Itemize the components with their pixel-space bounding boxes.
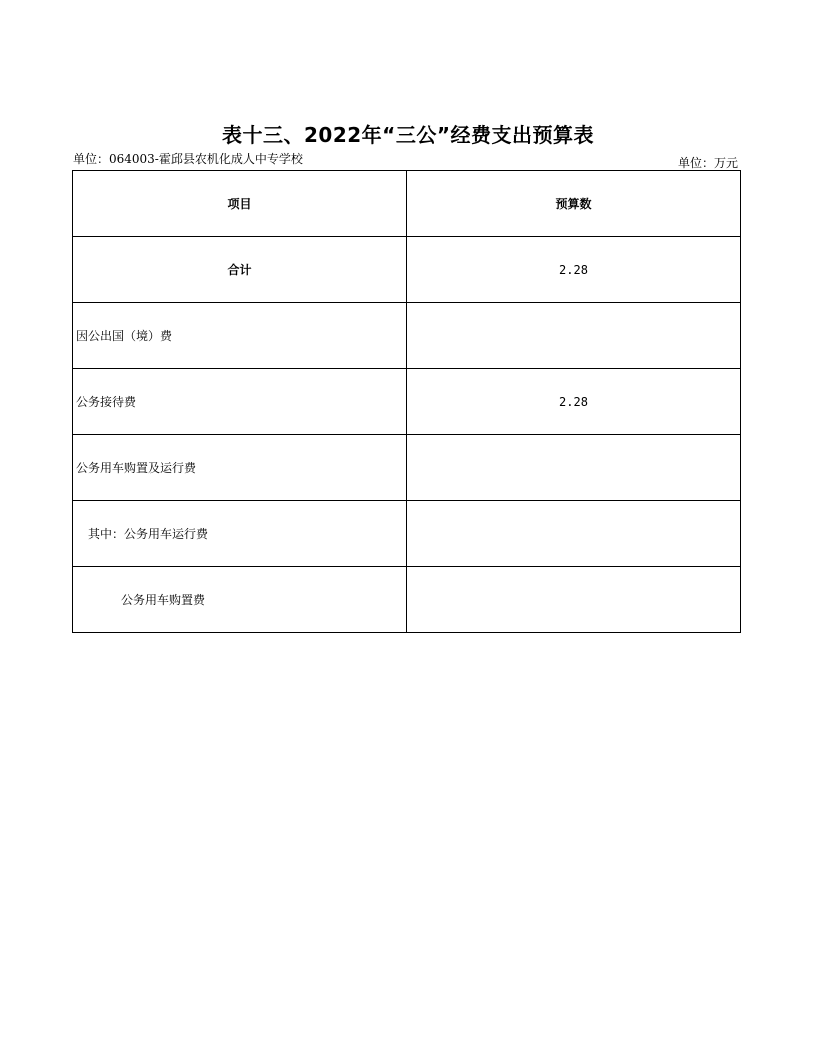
row-value-vehicle-purchase — [407, 567, 741, 633]
row-value-total: 2.28 — [407, 237, 741, 303]
row-item-vehicle-operation: 其中：公务用车运行费 — [73, 501, 407, 567]
row-item-total: 合计 — [73, 237, 407, 303]
header-budget: 预算数 — [407, 171, 741, 237]
table-row — [73, 237, 741, 303]
table-row — [73, 303, 741, 369]
row-value-overseas — [407, 303, 741, 369]
table-row — [73, 369, 741, 435]
table-row — [73, 567, 741, 633]
row-value-vehicle-operation — [407, 501, 741, 567]
unit-organization-label: 单位：064003-霍邱县农机化成人中专学校 — [73, 152, 303, 166]
page-title: 表十三、2022年“三公”经费支出预算表 — [222, 123, 594, 147]
header-item: 项目 — [73, 171, 407, 237]
row-item-reception: 公务接待费 — [73, 369, 407, 435]
row-value-reception: 2.28 — [407, 369, 741, 435]
row-value-vehicle — [407, 435, 741, 501]
table-header-row — [73, 171, 741, 237]
table-row — [73, 435, 741, 501]
budget-table — [72, 170, 741, 633]
row-item-vehicle: 公务用车购置及运行费 — [73, 435, 407, 501]
table-row — [73, 501, 741, 567]
unit-currency-label: 单位：万元 — [677, 156, 738, 170]
row-item-overseas: 因公出国（境）费 — [73, 303, 407, 369]
row-item-vehicle-purchase: 公务用车购置费 — [73, 567, 407, 633]
